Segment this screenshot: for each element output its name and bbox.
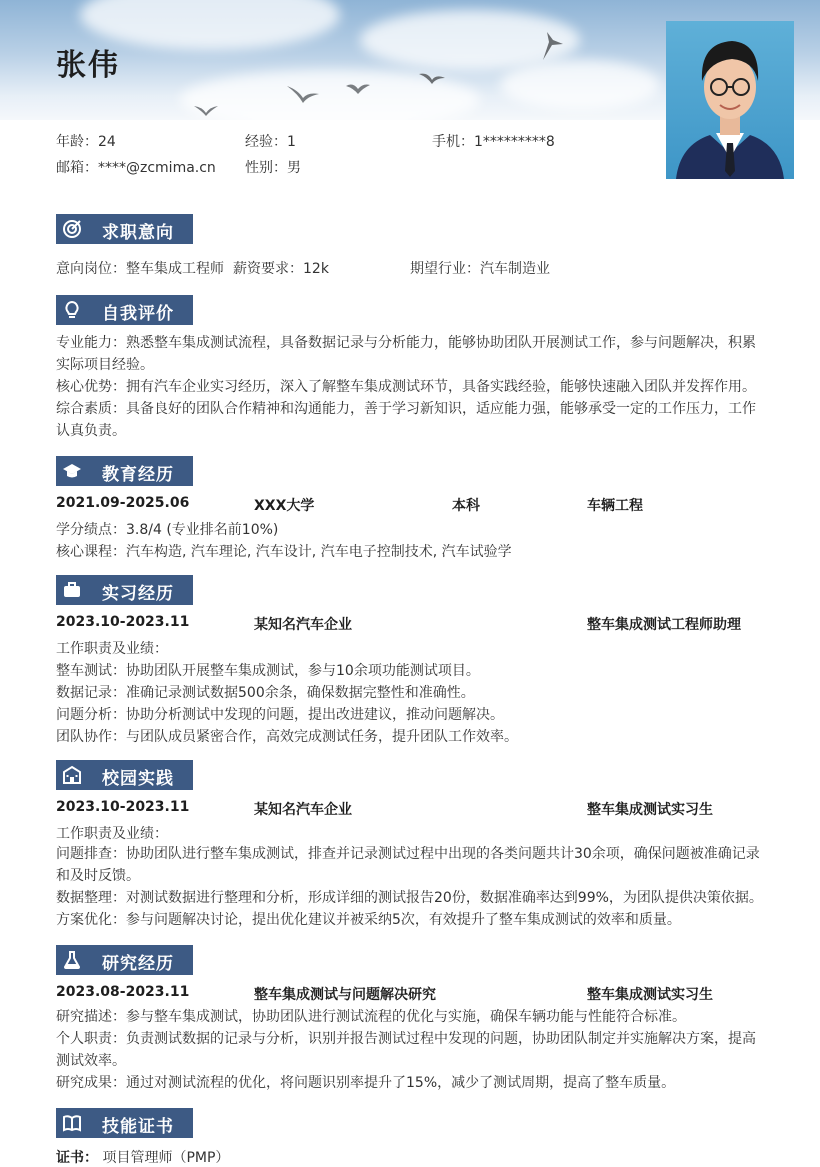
campus-line: 数据整理：对测试数据进行整理和分析，形成详细的测试报告20份，数据准确率达到99%，为团队提供决策依据。 [56,890,763,906]
section-title: 技能证书 [102,1117,174,1137]
cloud-decoration [500,60,660,110]
section-header-internship [56,575,193,605]
book-icon [62,1113,82,1133]
research-row [56,984,768,1004]
education-degree: 本科 [452,498,480,514]
info-phone: 手机：1*********8 [432,134,555,150]
target-icon [62,219,82,239]
bird-icon [535,28,565,62]
self-eval-line: 综合素质：具备良好的团队合作精神和沟通能力，善于学习新知识，适应能力强，能够承受一定的工作压力，工作认真负责。 [56,401,756,439]
campus-company: 某知名汽车企业 [254,802,352,818]
bird-icon [418,70,446,86]
campus-role: 整车集成测试实习生 [587,802,713,818]
bird-icon [286,84,320,104]
intent-industry: 期望行业：汽车制造业 [410,261,550,277]
research-line: 研究成果：通过对测试流程的优化，将问题识别率提升了15%，减少了测试周期，提高了整车质量。 [56,1075,676,1091]
info-email: 邮箱：****@zcmima.cn [56,160,216,176]
internship-line: 问题分析：协助分析测试中发现的问题，提出改进建议，推动问题解决。 [56,707,504,723]
cert-value: 项目管理师（PMP） [102,1150,230,1166]
section-header-education [56,456,193,486]
research-line: 个人职责：负责测试数据的记录与分析，识别并报告测试过程中发现的问题，协助团队制定并实施解决方案，提高测试效率。 [56,1031,756,1069]
avatar [666,21,794,179]
internship-period: 2023.10-2023.11 [56,614,190,630]
internship-line: 整车测试：协助团队开展整车集成测试，参与10余项功能测试项目。 [56,663,480,679]
graduation-cap-icon [62,461,82,481]
bird-icon [345,80,371,96]
candidate-name: 张伟 [56,48,120,83]
internship-line: 数据记录：准确记录测试数据500余条，确保数据完整性和准确性。 [56,685,475,701]
info-age: 年龄：24 [56,134,116,150]
self-eval-line: 核心优势：拥有汽车企业实习经历，深入了解整车集成测试环节，具备实践经验，能够快速融入团队并发挥作用。 [56,379,756,395]
section-title: 研究经历 [102,954,174,974]
section-header-skills [56,1108,193,1138]
info-gender: 性别：男 [245,160,301,176]
section-header-campus [56,760,193,790]
campus-period: 2023.10-2023.11 [56,799,190,815]
internship-row [56,614,768,634]
internship-line: 团队协作：与团队成员紧密合作，高效完成测试任务，提升团队工作效率。 [56,729,518,745]
research-role: 整车集成测试实习生 [587,987,713,1003]
intent-position: 意向岗位：整车集成工程师 [56,261,224,277]
section-title: 校园实践 [102,769,174,789]
lightbulb-icon [62,300,82,320]
section-title: 实习经历 [102,584,174,604]
skills-cert [56,1147,229,1167]
flask-icon [62,950,82,970]
research-project: 整车集成测试与问题解决研究 [254,987,436,1003]
self-eval-line: 专业能力：熟悉整车集成测试流程，具备数据记录与分析能力，能够协助团队开展测试工作，参与问题解决，积累实际项目经验。 [56,335,756,373]
campus-row [56,799,768,819]
research-line: 研究描述：参与整车集成测试，协助团队进行测试流程的优化与实施，确保车辆功能与性能符合标准。 [56,1009,686,1025]
section-title: 教育经历 [102,465,174,485]
section-title: 求职意向 [102,223,174,243]
section-header-self-eval [56,295,193,325]
cert-label: 证书： [56,1150,98,1166]
section-title: 自我评价 [102,304,174,324]
education-gpa: 学分绩点：3.8/4 (专业排名前10%) [56,522,279,538]
internship-company: 某知名汽车企业 [254,617,352,633]
internship-duty-title: 工作职责及业绩： [56,641,168,657]
research-period: 2023.08-2023.11 [56,984,190,1000]
campus-line: 问题排查：协助团队进行整车集成测试，排查并记录测试过程中出现的各类问题共计30余项，确保问题被准确记录和及时反馈。 [56,846,760,884]
internship-role: 整车集成测试工程师助理 [587,617,741,633]
education-row [56,495,768,515]
campus-line: 方案优化：参与问题解决讨论，提出优化建议并被采纳5次，有效提升了整车集成测试的效率和质量。 [56,912,681,928]
intent-salary: 薪资要求：12k [233,261,329,277]
section-header-research [56,945,193,975]
education-period: 2021.09-2025.06 [56,495,190,511]
education-courses: 核心课程：汽车构造, 汽车理论, 汽车设计, 汽车电子控制技术, 汽车试验学 [56,544,512,560]
education-major: 车辆工程 [587,498,643,514]
bird-icon [193,103,219,117]
campus-duty-title: 工作职责及业绩： [56,826,168,842]
education-school: XXX大学 [254,498,315,514]
info-experience: 经验：1 [245,134,296,150]
briefcase-icon [62,580,82,600]
school-building-icon [62,765,82,785]
section-header-intent [56,214,193,244]
